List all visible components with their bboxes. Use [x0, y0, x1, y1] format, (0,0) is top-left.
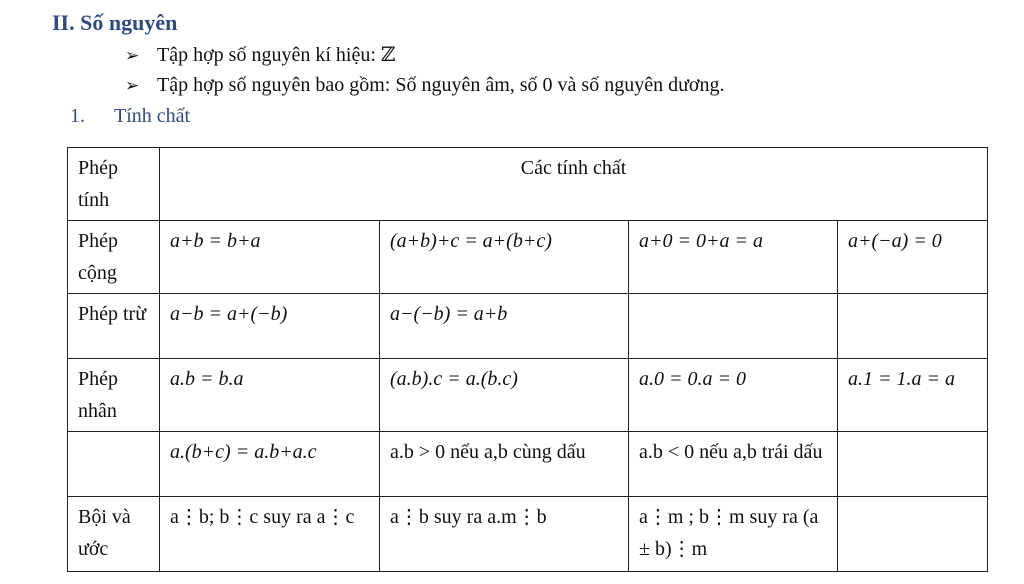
table-cell: (a+b)+c = a+(b+c)	[380, 221, 629, 294]
table-cell: a.b < 0 nếu a,b trái dấu	[629, 432, 838, 497]
table-cell: a.b = b.a	[160, 359, 380, 432]
bullet-text: Tập hợp số nguyên kí hiệu: ℤ	[157, 44, 396, 66]
header-operation: Phép tính	[68, 148, 160, 221]
table-cell: a.0 = 0.a = 0	[629, 359, 838, 432]
header-properties: Các tính chất	[160, 148, 988, 221]
table-cell: a−(−b) = a+b	[380, 294, 629, 359]
properties-table	[67, 147, 988, 572]
bullet-text: Tập hợp số nguyên bao gồm: Số nguyên âm, số 0 và số nguyên dương.	[157, 74, 725, 96]
table-cell	[838, 497, 988, 572]
subsection-heading	[70, 105, 190, 128]
table-cell: a−b = a+(−b)	[160, 294, 380, 359]
table-cell: a+b = b+a	[160, 221, 380, 294]
row-operation: Bội và ước	[68, 497, 160, 572]
row-operation: Phép trừ	[68, 294, 160, 359]
table-cell: a⋮b suy ra a.m⋮b	[380, 497, 629, 572]
table-header-row	[68, 148, 988, 221]
table-row	[68, 221, 988, 294]
row-operation	[68, 432, 160, 497]
table-cell: a.b > 0 nếu a,b cùng dấu	[380, 432, 629, 497]
subsection-title: Tính chất	[114, 105, 191, 127]
row-operation: Phép nhân	[68, 359, 160, 432]
subsection-number: 1.	[70, 105, 85, 127]
row-operation: Phép cộng	[68, 221, 160, 294]
table-cell: a⋮b; b⋮c suy ra a⋮c	[160, 497, 380, 572]
table-cell: a.1 = 1.a = a	[838, 359, 988, 432]
table-cell	[838, 432, 988, 497]
table-row	[68, 294, 988, 359]
arrow-bullet-icon: ➢	[125, 46, 140, 65]
table-cell	[629, 294, 838, 359]
table-cell: a⋮m ; b⋮m suy ra (a ± b)⋮m	[629, 497, 838, 572]
arrow-bullet-icon: ➢	[125, 76, 140, 95]
bullet-item	[125, 42, 395, 67]
table-cell	[838, 294, 988, 359]
table-cell: a.(b+c) = a.b+a.c	[160, 432, 380, 497]
table-cell: a+0 = 0+a = a	[629, 221, 838, 294]
bullet-item	[125, 74, 725, 97]
table-row	[68, 497, 988, 572]
section-title: II. Số nguyên	[52, 10, 178, 35]
table-cell: a+(−a) = 0	[838, 221, 988, 294]
table-row	[68, 432, 988, 497]
table-cell: (a.b).c = a.(b.c)	[380, 359, 629, 432]
table-row	[68, 359, 988, 432]
